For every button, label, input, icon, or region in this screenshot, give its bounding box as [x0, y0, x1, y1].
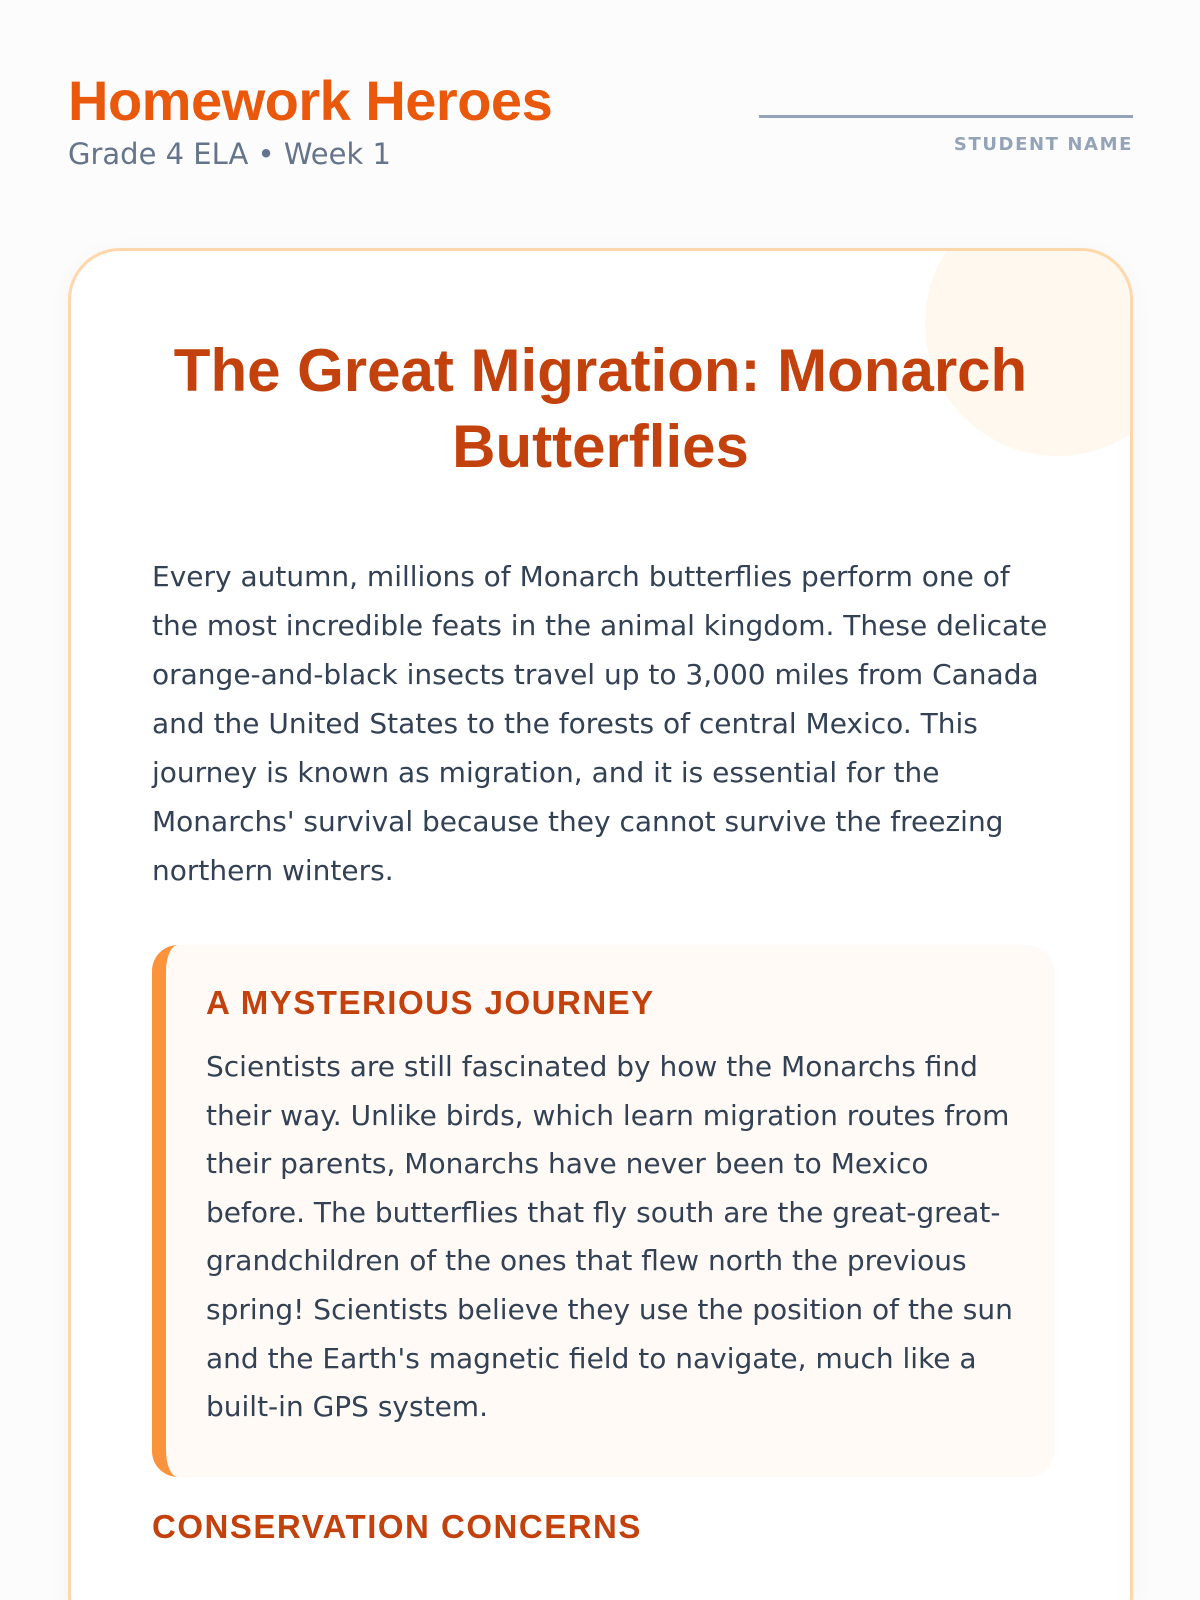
grade-week-subtitle: Grade 4 ELA • Week 1 [68, 137, 391, 171]
student-name-line [759, 115, 1133, 118]
worksheet-header [68, 66, 1133, 186]
section-heading-conservation: CONSERVATION CONCERNS [152, 1508, 642, 1545]
callout-box [152, 945, 1054, 1477]
student-name-label: STUDENT NAME [953, 134, 1133, 155]
brand-title: Homework Heroes [68, 69, 553, 132]
reading-card [68, 248, 1133, 1600]
article-title: The Great Migration: Monarch Butterflies [173, 337, 1028, 480]
callout-title: A MYSTERIOUS JOURNEY [206, 984, 655, 1021]
intro-paragraph: Every autumn, millions of Monarch butterflies perform one of the most incredible feats in the animal kingdom. These delicate orange-and-black insects travel up to 3,000 miles from Canada and the United States to the forests of central Mexico. This journey is known as migration, and it is essential for the Monarchs' survival because they cannot survive the freezing northern winters. [152, 560, 1048, 887]
student-name-area [759, 115, 1133, 155]
callout-body: Scientists are still fascinated by how the Monarchs find their way. Unlike birds, which learn migration routes from their parents, Monarchs have never been to Mexico before. The butterflies that fly south are the great-great-grandchildren of the ones that flew north the previous spring! Scientists believe they use the position of the sun and the Earth's magnetic field to navigate, much like a built-in GPS system. [206, 1050, 1013, 1424]
